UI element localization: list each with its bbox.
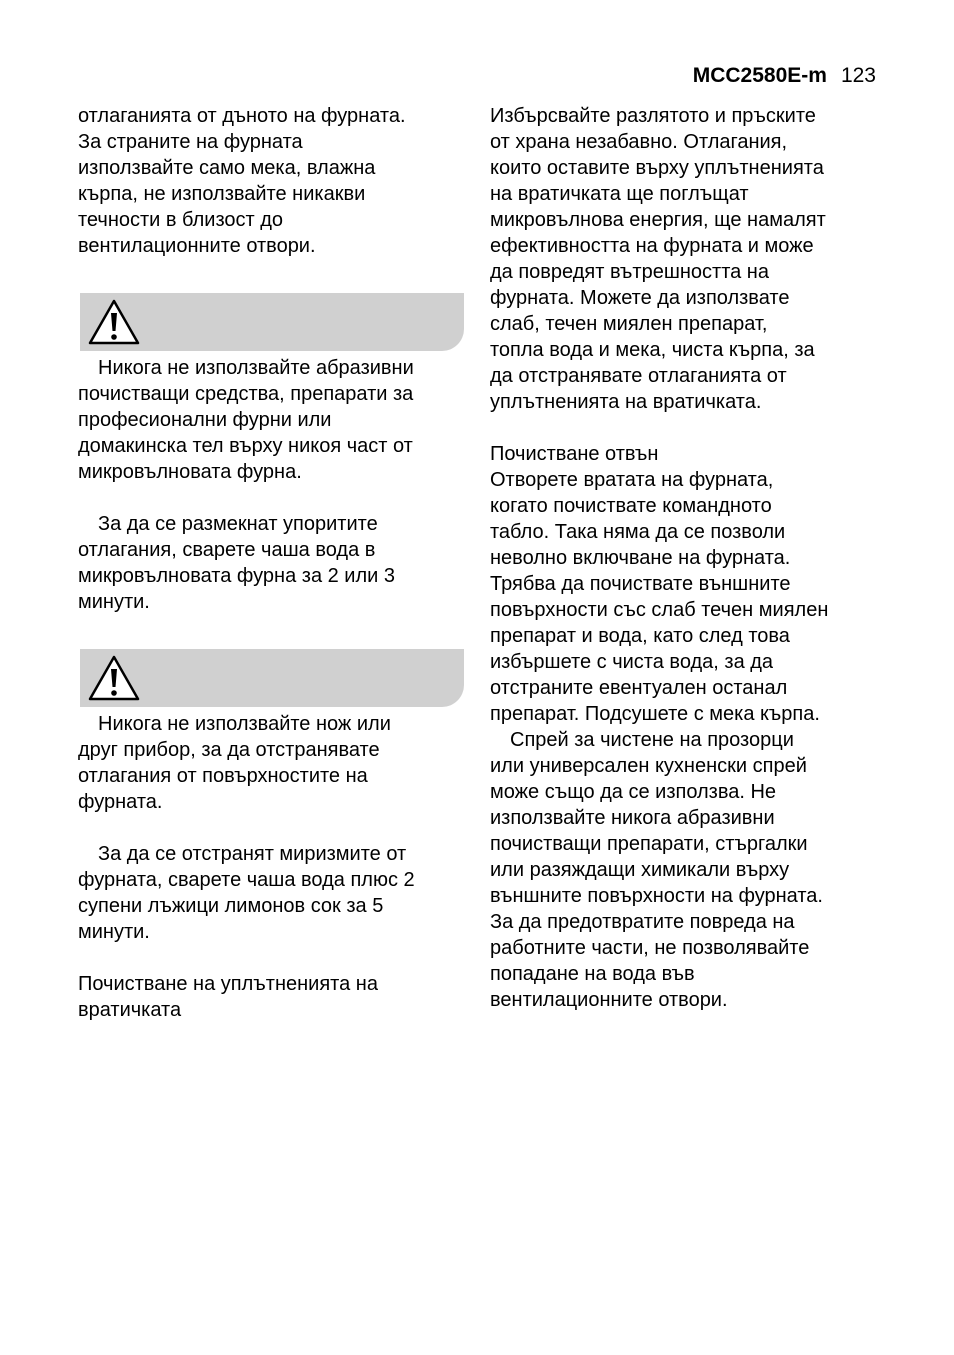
exterior-cleaning-text: Отворете вратата на фурната, когато почиствате командното табло. Така няма да се позволи неволно включване на фурната. Трябва да почиствате външните повърхности със слаб течен миялен препарат и вода, като след това избършете с чиста вода, за да отстраните евентуален останал препарат. Подсушете с мека кърпа.: [490, 469, 829, 725]
warning-text-1: Никога не използвайте абразивни почистващи средства, препарати за професионални фурни или домакинска тел върху никоя част от микровълновата фурна.: [78, 357, 414, 483]
model-name: MCC2580E-m: [692, 64, 827, 87]
tip-text-1: За да се размекнат упоритите отлагания, сварете чаша вода в микровълновата фурна за 2 или 3 минути.: [78, 513, 395, 613]
page-number: 123: [840, 64, 876, 87]
warning-banner-1: [80, 293, 464, 351]
warning-banner-2: [80, 649, 464, 707]
warning-triangle-icon: [86, 297, 142, 347]
warning-triangle-icon: [86, 653, 142, 703]
section-heading-seals: Почистване на уплътненията на вратичката: [78, 973, 378, 1021]
spray-cleaning-text: Спрей за чистене на прозорци или универсален кухненски спрей може също да се използва. Не използвайте никога абразивни почистващи препарати, стъргалки или разяждащи химикали върху външните повърхности на фурната. За да предотвратите повреда на работните части, не позволявайте попадане на вода във вентилационните отвори.: [490, 729, 823, 1011]
left-column: [78, 103, 470, 1023]
intro-text: отлаганията от дъното на фурната. За страните на фурната използвайте само мека, влажна кърпа, не използвайте никакви течности в близост до вентилационните отвори.: [78, 105, 406, 257]
warning-text-2: Никога не използвайте нож или друг прибор, за да отстранявате отлагания от повърхностите на фурната.: [78, 713, 391, 813]
seals-cleaning-text: Избърсвайте разлятото и пръските от храна незабавно. Отлагания, които оставите върху уплътненията на вратичката ще поглъщат микровълнова енергия, ще намалят ефективността на фурната и може да повредят вътрешността на фурната. Можете да използвате слаб, течен миялен препарат, топла вода и мека, чиста кърпа, за да отстранявате отлаганията от уплътненията на вратичката.: [490, 105, 826, 413]
page-header: [693, 64, 876, 88]
section-heading-exterior: Почистване отвън: [490, 443, 659, 465]
tip-text-2: За да се отстранят миризмите от фурната, сварете чаша вода плюс 2 супени лъжици лимонов сок за 5 минути.: [78, 843, 415, 943]
right-column: [490, 103, 886, 1013]
